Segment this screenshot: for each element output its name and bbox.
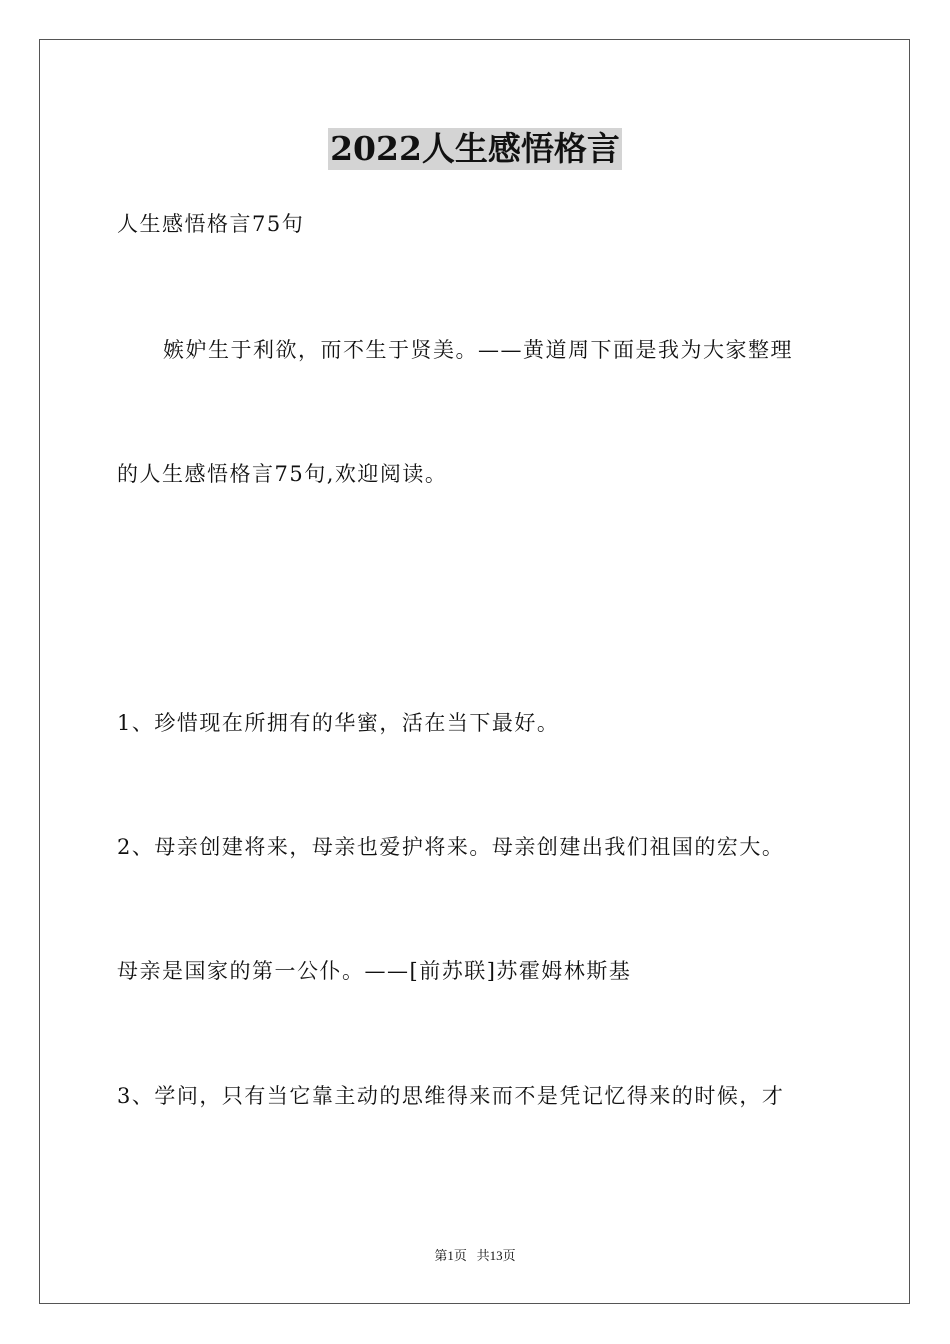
quote-item-3: 3、学问，只有当它靠主动的思维得来而不是凭记忆得来的时候，才 bbox=[117, 1084, 785, 1108]
quote-item-1: 1、珍惜现在所拥有的华蜜，活在当下最好。 bbox=[117, 711, 560, 735]
quote-item-2: 2、母亲创建将来，母亲也爱护将来。母亲创建出我们祖国的宏大。 bbox=[117, 835, 785, 859]
page-footer bbox=[0, 1247, 950, 1265]
document-title: 2022人生感悟格言 bbox=[330, 129, 620, 168]
paragraph-line: 的人生感悟格言75句,欢迎阅读。 bbox=[117, 462, 448, 486]
quote-item-2-continued: 母亲是国家的第一公仆。——[前苏联]苏霍姆林斯基 bbox=[117, 959, 632, 983]
title-container bbox=[0, 128, 950, 170]
paragraph-line: 嫉妒生于利欲，而不生于贤美。——黄道周下面是我为大家整理 bbox=[163, 338, 793, 362]
page-indicator: 第1页 共13页 bbox=[434, 1248, 516, 1263]
document-subtitle: 人生感悟格言75句 bbox=[117, 212, 305, 236]
